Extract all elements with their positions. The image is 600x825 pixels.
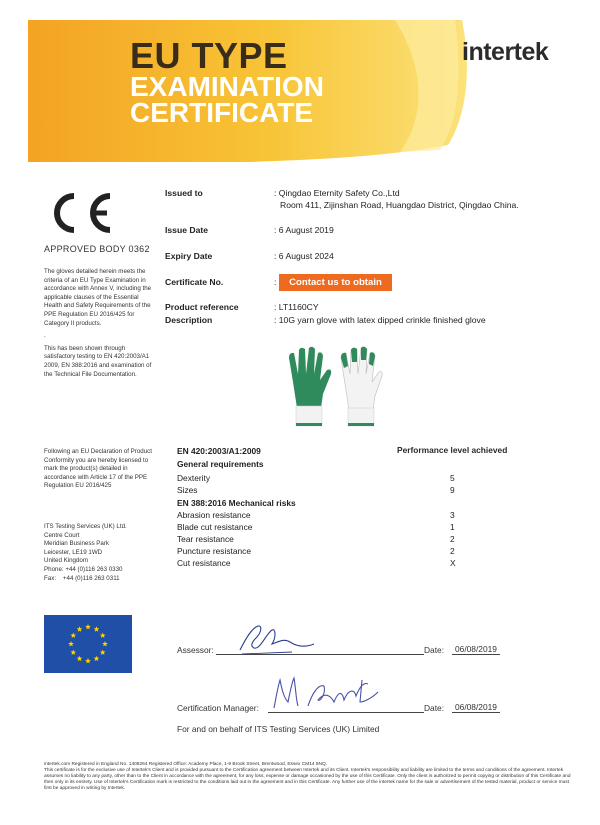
glove-back-image — [285, 344, 335, 428]
left-column-text — [44, 268, 152, 383]
testing-paragraph: This has been shown through satisfactory testing to EN 420:2003/A1 2009, EN 388:2016 and examination of the Technical File Documentation. — [44, 344, 152, 378]
table-row-value: 9 — [450, 485, 455, 495]
assessor-signature — [232, 620, 322, 658]
description-label: Description — [165, 315, 213, 325]
address-line: United Kingdom — [44, 557, 89, 565]
issued-to-value — [274, 187, 519, 211]
assessor-date: 06/08/2019 — [452, 644, 500, 655]
description-value: : 10G yarn glove with latex dipped crinkle finished glove — [274, 315, 486, 325]
general-requirements-heading: General requirements — [177, 459, 264, 469]
certification-manager-label: Certification Manager: — [177, 703, 259, 713]
manager-signature — [268, 672, 398, 716]
table-row-value: 2 — [450, 534, 455, 544]
product-reference-label: Product reference — [165, 302, 239, 312]
table-row-label: Dexterity — [177, 473, 211, 483]
compliance-paragraph: The gloves detailed herein meets the criteria of an EU Type Examination in accordance with Annex V, including the applicable clauses of the Essential Health and Safety Requirements of the PPE Regulation EU 2016/425 for Category II products. — [44, 268, 152, 327]
table-row-label: Puncture resistance — [177, 546, 252, 556]
eu-flag-icon — [44, 615, 132, 673]
table-row-value: 1 — [450, 522, 455, 532]
table-row-label: Tear resistance — [177, 534, 234, 544]
manager-date-label: Date: — [424, 703, 445, 713]
address-line: ITS Testing Services (UK) Ltd. — [44, 523, 127, 530]
performance-header: Performance level achieved — [397, 445, 508, 455]
certificate-colon: : — [274, 277, 277, 287]
table-row-value: 3 — [450, 510, 455, 520]
title-line3: CERTIFICATE — [130, 97, 314, 128]
issued-to-label: Issued to — [165, 188, 203, 198]
product-reference-value: : LT1160CY — [274, 302, 319, 312]
title-line2: EXAMINATION — [130, 71, 324, 102]
ce-mark-icon — [44, 190, 116, 236]
address-block — [44, 523, 152, 583]
table-row-label: Cut resistance — [177, 558, 231, 568]
standard-en420: EN 420:2003/A1:2009 — [177, 446, 261, 456]
issue-date-value: : 6 August 2019 — [274, 225, 334, 235]
footer-legal — [44, 762, 574, 792]
standard-en388: EN 388:2016 Mechanical risks — [177, 498, 296, 508]
expiry-date-value: : 6 August 2024 — [274, 251, 334, 261]
glove-palm-image — [335, 344, 385, 428]
on-behalf-text: For and on behalf of ITS Testing Services (UK) Limited — [177, 724, 380, 734]
fax-number: Fax: +44 (0)116 263 0311 — [44, 574, 120, 582]
table-row-label: Sizes — [177, 485, 198, 495]
separator-dot: . — [44, 332, 46, 340]
issue-date-label: Issue Date — [165, 225, 208, 235]
address-line: Leicester, LE19 1WD — [44, 548, 103, 556]
assessor-date-label: Date: — [424, 645, 445, 655]
title-line1: EU TYPE — [130, 35, 288, 76]
address-line: Meridian Business Park — [44, 540, 109, 548]
certificate-no-label: Certificate No. — [165, 277, 224, 287]
assessor-label: Assessor: — [177, 645, 214, 655]
address-line: Centre Court — [44, 531, 80, 539]
table-row-value: 5 — [450, 473, 455, 483]
issued-to-address: Room 411, Zijinshan Road, Huangdao District, Qingdao China. — [280, 200, 519, 210]
issued-to-company: : Qingdao Eternity Safety Co.,Ltd — [274, 188, 400, 198]
approved-body: APPROVED BODY 0362 — [44, 244, 150, 254]
phone-number: Phone: +44 (0)116 263 0330 — [44, 565, 123, 573]
declaration-paragraph: Following an EU Declaration of Product Conformity you are hereby licensed to mark the product(s) detailed in accordance with Article 17 of the PPE Regulation EU 2016/425 — [44, 448, 152, 490]
footer-registration: intertek.com Registered in England No. 1408264 Registered Office: Academy Place, 1-9 Brook Street, Brentwood, Essex CM14 5NQ. — [44, 762, 328, 767]
table-row-value: 2 — [450, 546, 455, 556]
table-row-value: X — [450, 558, 456, 568]
expiry-date-label: Expiry Date — [165, 251, 213, 261]
contact-us-button[interactable]: Contact us to obtain — [279, 274, 392, 291]
footer-disclaimer: This certificate is for the exclusive use of Intertek's Client and is provided pursuant to the Certification agreement between Intertek and its Client. Intertek's responsibility and liability are limited to the terms and conditions of the agreement. Intertek assumes no liability to any party, other than to the Client in accordance with the agreement, for any loss, expense or damage occasioned by the use of this Certificate. Only the client is authorized to permit copying or distribution of this Certificate and then only in its entirety. Use of Intertek's Certification mark is restricted to the conditions laid out in the agreement and in this Certificate. Any further use of the intertek name for the sale or advertisement of the tested material, product or service must first be approved in writing by Intertek. — [44, 768, 571, 792]
intertek-logo: intertek — [462, 38, 549, 66]
manager-date: 06/08/2019 — [452, 702, 500, 713]
table-row-label: Abrasion resistance — [177, 510, 251, 520]
table-row-label: Blade cut resistance — [177, 522, 253, 532]
